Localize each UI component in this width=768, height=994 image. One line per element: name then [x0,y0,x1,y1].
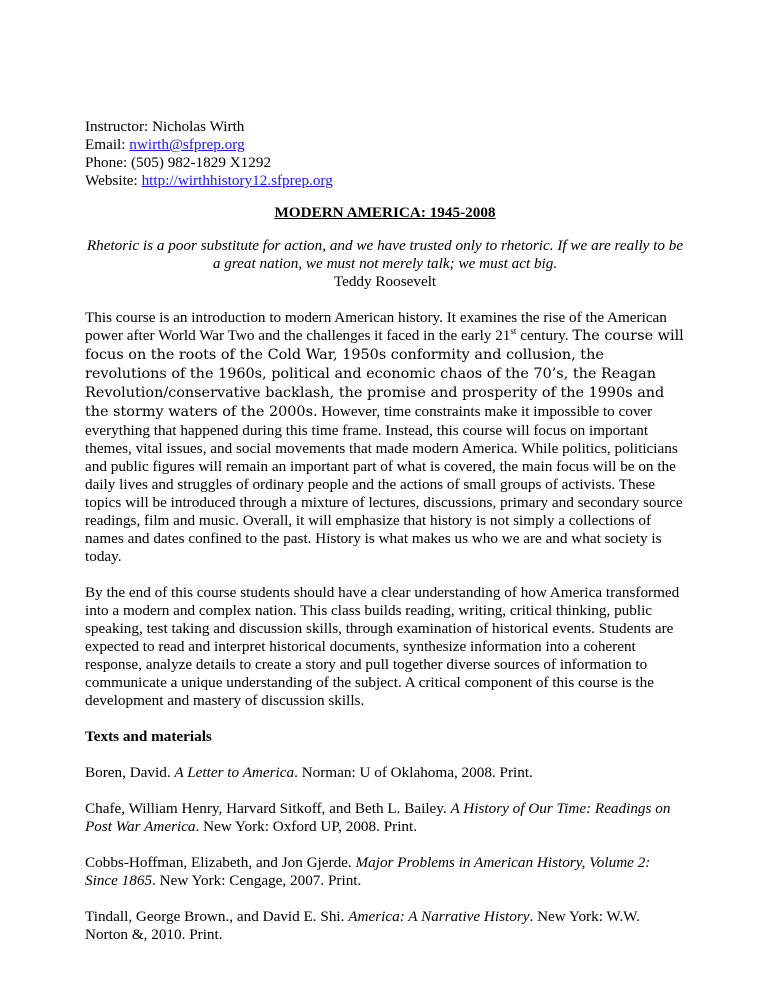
instructor-label: Instructor: [85,118,149,135]
citation-title: Major Problems in American History, Volume 2: Since 1865 [85,854,651,889]
phone-line [85,154,685,172]
website-label: Website: [85,172,138,189]
intro-superscript: st [510,326,517,336]
intro-text-2: century. [516,327,569,344]
citation-item [85,854,685,890]
email-line [85,136,685,154]
website-line [85,172,685,190]
quote-author: Teddy Roosevelt [333,273,437,290]
quote-text: Rhetoric is a poor substitute for action, and we have trusted only to rhetoric. If we are really to be a great nation, we must not merely talk; we must act big. [86,237,684,272]
citation-authors: Boren, David. [85,764,175,781]
email-link[interactable]: nwirth@sfprep.org [129,136,245,153]
intro-text-1: This course is an introduction to modern American history. It examines the rise of the American power after World War Two and the challenges it faced in the early 21 [85,309,667,344]
objectives-paragraph: By the end of this course students should have a clear understanding of how America transformed into a modern and complex nation. This class builds reading, writing, critical thinking, public speaking, test taking and discussion skills, through examination of historical events. Students are expected to read and interpret historical documents, synthesize information into a coherent response, analyze details to create a story and pull together diverse sources of information to communicate a unique understanding of the subject. A critical component of this course is the development and mastery of discussion skills. [85,584,680,709]
epigraph [85,237,685,291]
phone-label: Phone: [85,154,128,171]
intro-paragraph [85,309,685,566]
citation-item [85,800,685,836]
texts-heading: Texts and materials [85,728,212,745]
instructor-line [85,118,685,136]
citation-authors: Chafe, William Henry, Harvard Sitkoff, and Beth L. Bailey. [85,800,451,817]
citation-item [85,908,685,944]
phone-number: (505) 982-1829 X1292 [131,154,272,171]
citation-title: America: A Narrative History [348,908,530,925]
syllabus-page [85,118,685,944]
course-title: MODERN AMERICA: 1945-2008 [274,204,496,221]
citation-authors: Cobbs-Hoffman, Elizabeth, and Jon Gjerde. [85,854,356,871]
citation-authors: Tindall, George Brown., and David E. Shi. [85,908,349,925]
citation-details: . New York: Cengage, 2007. Print. [152,872,362,889]
citation-title: A Letter to America [174,764,295,781]
contact-block [85,118,685,190]
instructor-name: Nicholas Wirth [152,118,245,135]
intro-focus-text: The course will focus on the roots of the Cold War, 1950s conformity and collusion, the revolutions of the 1960s, political and economic chaos of the 70’s, the Reagan Revolution/conservative backlash, the promise and prosperity of the 1990s and the stormy waters of the 2000s. [85,328,684,420]
citation-item [85,764,685,782]
citation-title: A History of Our Time: Readings on Post War America [85,800,671,835]
intro-text-4: However, time constraints make it impossible to cover everything that happened during this time frame. Instead, this course will focus on important themes, vital issues, and social movements that made modern America. While politics, politicians and public figures will remain an important part of what is covered, the main focus will be on the daily lives and struggles of ordinary people and the actions of small groups of activists. These topics will be introduced through a mixture of lectures, discussions, primary and secondary source readings, film and music. Overall, it will emphasize that history is not simply a collections of names and dates confined to the past. History is what makes us who we are and what society is today. [85,403,683,565]
citation-details: . New York: Oxford UP, 2008. Print. [195,818,418,835]
website-link[interactable]: http://wirthhistory12.sfprep.org [141,172,333,189]
citation-details: . New York: W.W. Norton &, 2010. Print. [85,908,640,943]
citation-details: . Norman: U of Oklahoma, 2008. Print. [294,764,533,781]
email-label: Email: [85,136,126,153]
